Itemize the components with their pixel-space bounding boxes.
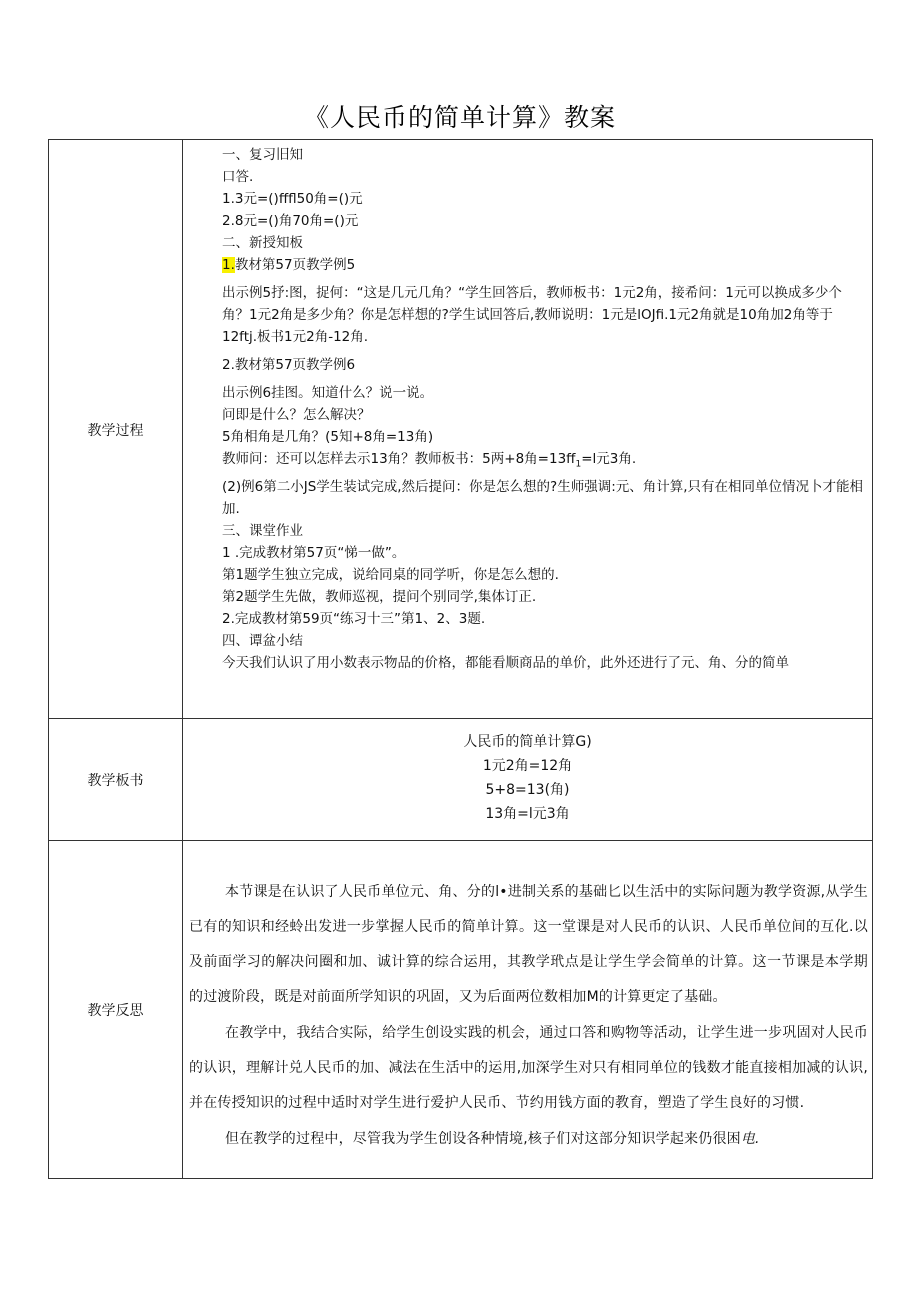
process-line: 口答. — [222, 169, 254, 185]
process-line: 二、新授知板 — [222, 235, 303, 251]
process-line: 5角相角是几角？(5知+8角=13角) — [222, 429, 434, 445]
process-line-text: 教材第57页教学例5 — [234, 257, 356, 273]
page-title: 《人民币的简单计算》教案 — [303, 103, 616, 132]
process-line: 2.完成教材第59页“练习十三”第1、2、3题. — [222, 610, 486, 627]
subscript: 1 — [575, 459, 582, 470]
process-line: 三、课堂作业 — [222, 522, 303, 539]
reflection-text-italic: 电. — [740, 1131, 760, 1147]
process-line: 出示例6挂图。知道什么？说一说。 — [222, 385, 434, 401]
board-line: 5+8=13(角) — [485, 782, 570, 798]
row-divider-process — [49, 718, 872, 719]
process-line-text: 教师问：还可以怎样去示13角？教师板书：5两+8角=13ff — [222, 451, 576, 467]
row-label-board: 教学板书 — [87, 773, 144, 789]
process-line: 2.教材第57页教学例6 — [222, 357, 356, 373]
process-content — [189, 144, 866, 674]
column-divider — [182, 140, 183, 1178]
board-line: 13角=l元3角 — [485, 806, 570, 822]
process-line — [189, 254, 866, 276]
process-line: 今天我们认识了用小数表示物品的价格，都能看顺商品的单价，此外还进行了元、角、分的简单 — [222, 654, 789, 671]
process-line-text: =l元3角. — [581, 451, 637, 467]
process-line: (2)例6第二小JS学生装试完成,然后提问：你是怎么想的?生师强调:元、角计算,只有在相同单位情况卜才能相加. — [222, 478, 864, 517]
process-line: 1 .完成教材第57页“悌一做”。 — [222, 544, 406, 561]
reflection-text: 但在教学的过程中，尽管我为学生创设各种情境,核子们对这部分知识学起来仍很困 — [225, 1131, 741, 1147]
reflection-paragraph: 本节课是在认识了人民币单位元、角、分的l•进制关系的基础匕以生活中的实际问题为教学资源,从学生已有的知识和经蛉出发进一步掌握人民币的简单计算。这一堂课是对人民币的认识、人民币单位间的互化.以及前面学习的解决问圈和加、诚计算的综合运用，其教学玳点是让学生学会简单的计算。这一节课是本学期的过渡阶段，既是对前面所学知识的巩固，又为后面两位数相加M的计算更定了基础。 — [189, 884, 868, 1005]
process-paragraph — [189, 282, 866, 348]
highlighted-number: 1. — [222, 257, 235, 273]
process-line: 问即是什么？怎么解决？ — [222, 407, 371, 423]
reflection-paragraph: 在教学中，我结合实际，给学生创设实践的机会，通过口答和购物等活动，让学生进一步巩固对人民币的认识，理解计兑人民币的加、减法在生活中的运用,加深学生对只有相同单位的钱数才能直接相加减的认识,并在传授知识的过程中适时对学生进行爱护人民币、节约用钱方面的教育，塑造了学生良好的习惯. — [189, 1025, 868, 1111]
reflection-paragraph — [189, 1122, 868, 1157]
process-line: 四、谭盆小结 — [222, 632, 303, 649]
process-line: 一、复习旧知 — [222, 147, 303, 163]
process-paragraph-text: 出示例5抒:图，捉何：“这是几元几角？“学生回答后，教师板书：1元2角，接希问：1元可以换成多少个角？1元2角是多少角？你是怎样想的?学生试回答后,教师说明：1元是lOJfi.1元2角就是10角加2角等于12ftj.板书1元2角-12角. — [222, 285, 842, 345]
board-line: 1元2角=12角 — [482, 758, 573, 774]
reflection-content — [189, 875, 868, 1157]
row-divider-board — [49, 840, 872, 841]
process-line: 第2题学生先做，教师巡视，提问个别同学,集体订正. — [222, 588, 537, 605]
row-label-reflection: 教学反思 — [87, 1003, 144, 1019]
process-line: 第1题学生独立完成，说给同桌的同学听，你是怎么想的. — [222, 566, 559, 583]
lesson-plan-table — [48, 139, 873, 1179]
process-line: 1.3元=()fffl50角=()元 — [222, 191, 363, 207]
board-line: 人民币的简单计算G) — [463, 734, 592, 750]
row-label-process: 教学过程 — [87, 423, 144, 439]
process-line: 2.8元=()角70角=()元 — [222, 213, 359, 229]
board-content — [183, 730, 872, 826]
process-line — [189, 448, 866, 476]
